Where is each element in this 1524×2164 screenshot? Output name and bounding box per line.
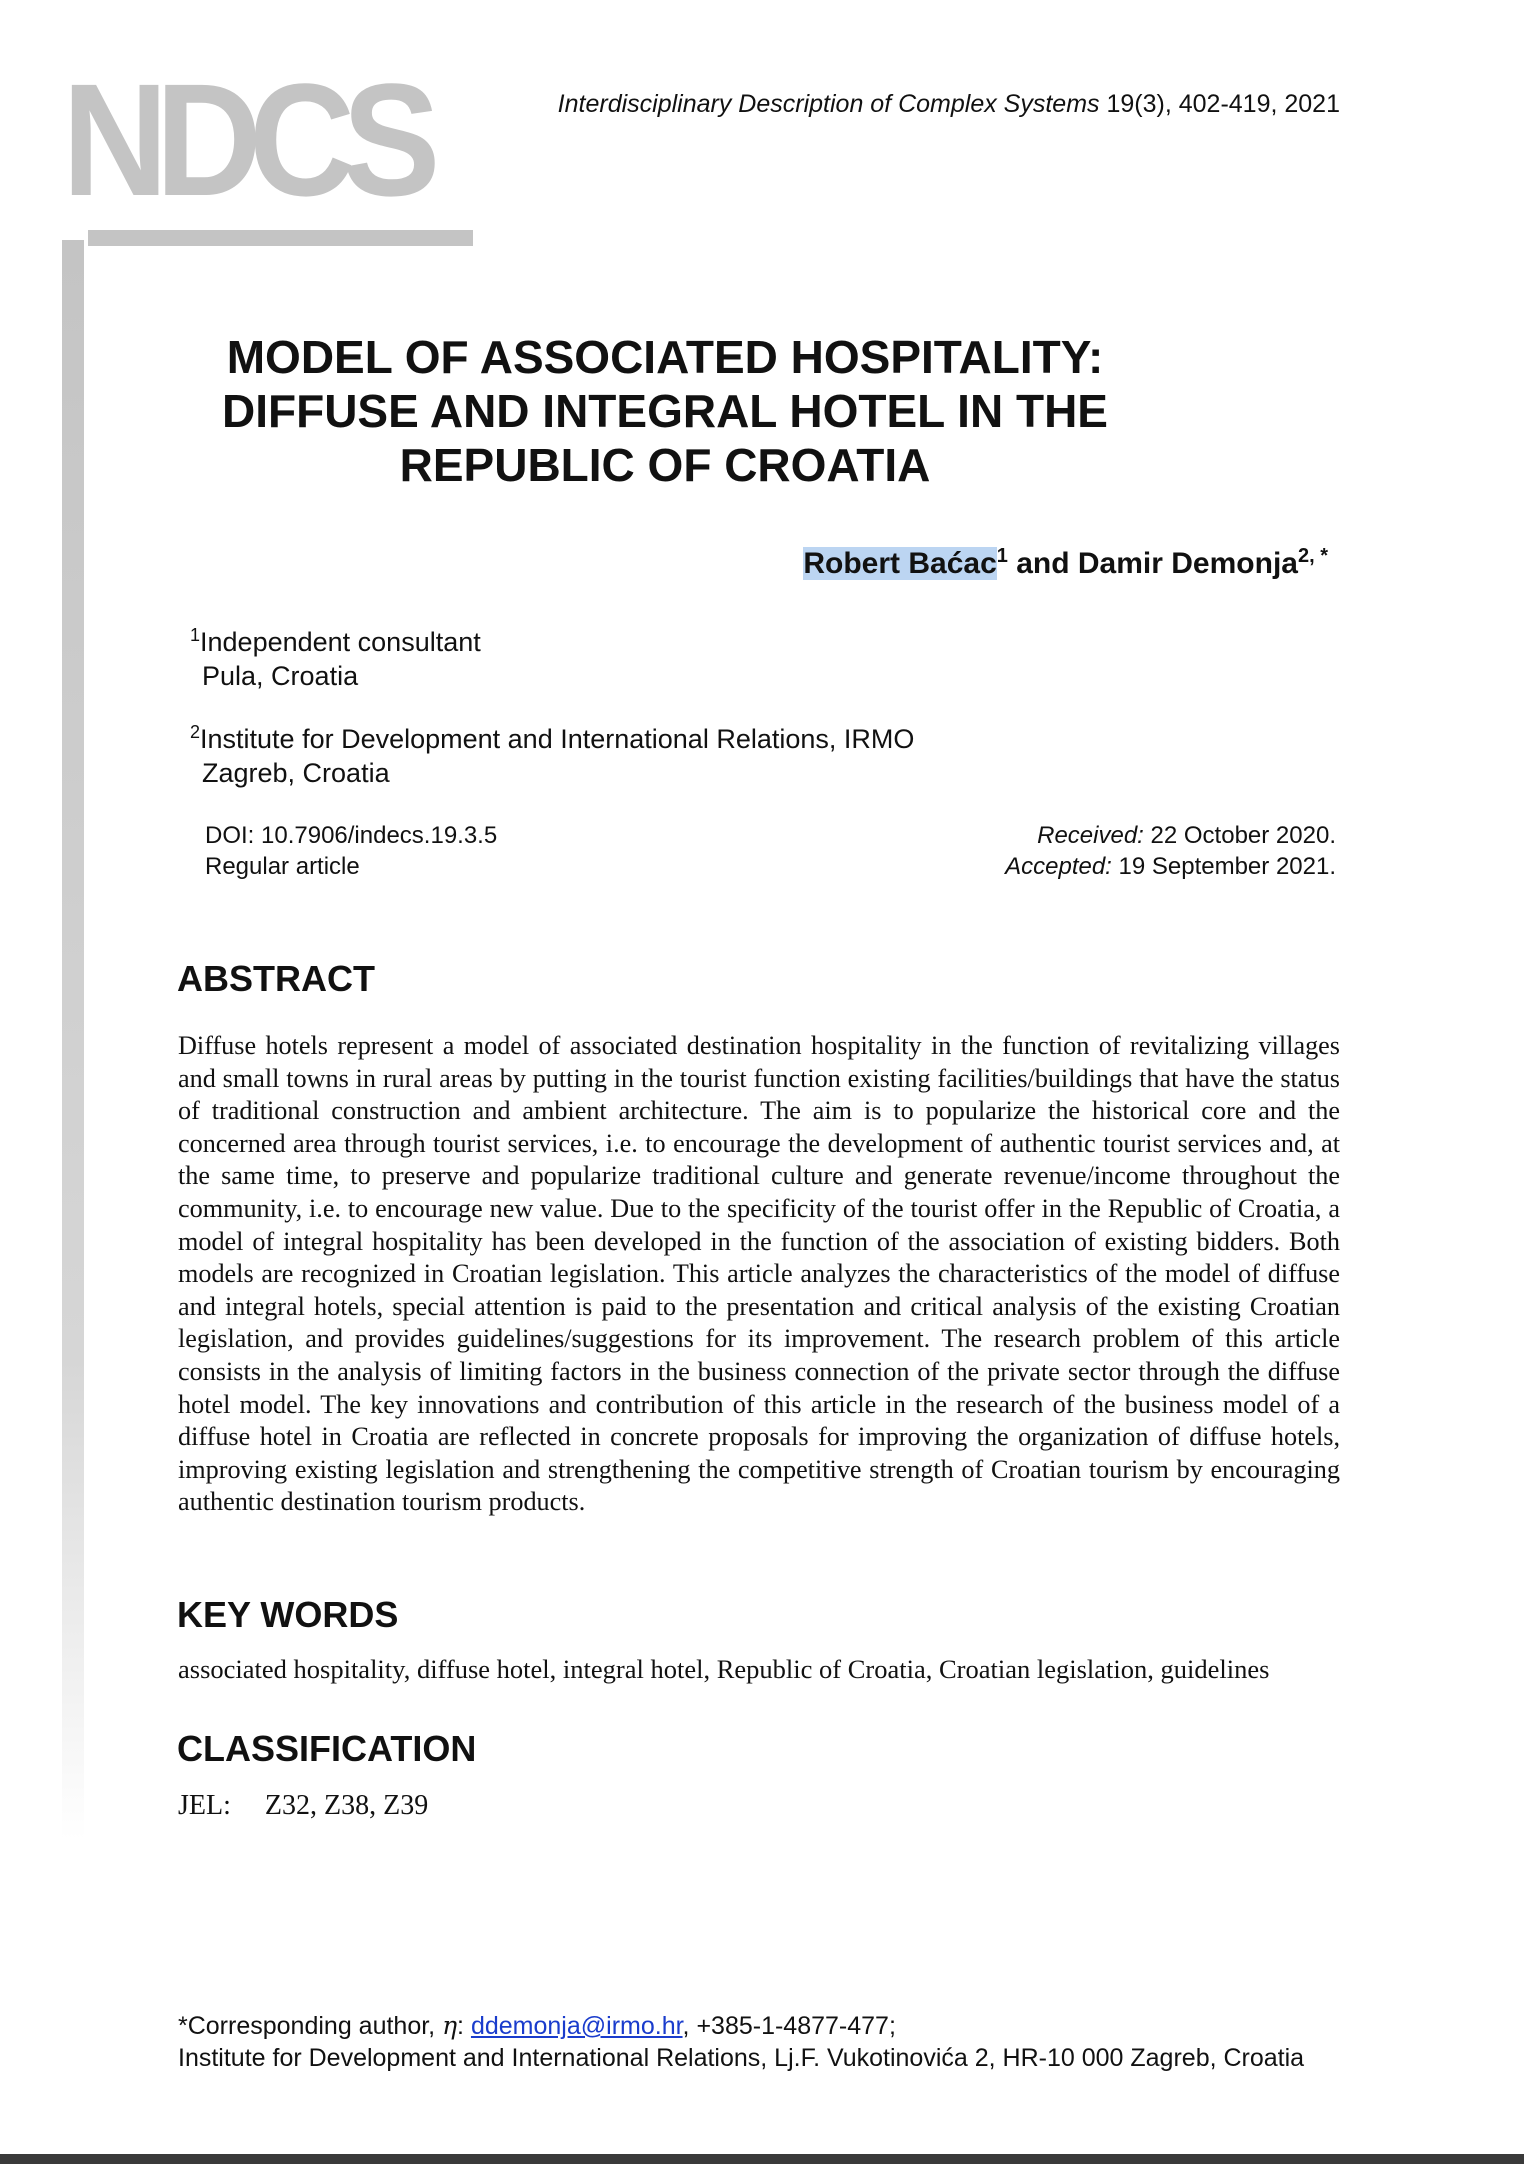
doi: DOI: 10.7906/indecs.19.3.5	[205, 822, 498, 849]
logo-vertical-bar	[62, 240, 84, 1840]
accepted-label: Accepted:	[1005, 853, 1112, 880]
author-2-sup: 2, *	[1297, 545, 1328, 567]
title-line-1: MODEL OF ASSOCIATED HOSPITALITY:	[226, 331, 1104, 383]
affiliation-1-line-1: Independent consultant	[200, 627, 481, 657]
footnote-prefix: *Corresponding author,	[178, 2012, 443, 2040]
logo-horizontal-bar	[88, 230, 473, 246]
bottom-edge-bar	[0, 2154, 1524, 2164]
paper-title	[200, 330, 1130, 492]
affiliation-1	[190, 618, 481, 693]
keywords-heading: KEY WORDS	[177, 1594, 399, 1635]
abstract-text: Diffuse hotels represent a model of associated destination hospitality in the function of revitalizing villages and small towns in rural areas by putting in the tourist function existing facilities/buildings that have the status of traditional construction and ambient architecture. The aim is to popularize the historical core and the concerned area through tourist services, i.e. to encourage the development of authentic tourist services and, at the same time, to preserve and popularize traditional culture and generate revenue/income throughout the community, i.e. to encourage new value. Due to the specificity of the tourist offer in the Republic of Croatia, a model of integral hospitality has been developed in the function of the association of existing bidders. Both models are recognized in Croatian legislation. This article analyzes the characteristics of the model of diffuse and integral hotels, special attention is paid to the presentation and critical analysis of the existing Croatian legislation, and provides guidelines/suggestions for its improvement. The research problem of this article consists in the analysis of limiting factors in the business connection of the private sector through the diffuse hotel model. The key innovations and contribution of this article in the research of the business model of a diffuse hotel in Croatia are reflected in concrete proposals for improving the organization of diffuse hotels, improving existing legislation and strengthening the competitive strength of Croatian tourism by encouraging authentic destination tourism products.	[178, 1031, 1340, 1517]
affiliation-2-sup: 2	[190, 722, 201, 742]
journal-citation: 19(3), 402-419, 2021	[1106, 90, 1340, 118]
footnote-address: Institute for Development and International Relations, Lj.F. Vukotinovića 2, HR-10 000 Zagreb, Croatia	[178, 2044, 1305, 2072]
eta-symbol: η	[442, 2011, 458, 2040]
author-2-name: and Damir Demonja	[1007, 547, 1298, 580]
accepted-date: 19 September 2021.	[1111, 853, 1336, 880]
received-label: Received:	[1037, 822, 1144, 849]
article-meta-right	[1005, 820, 1336, 882]
received-date: 22 October 2020.	[1143, 822, 1336, 849]
affiliation-2-line-2: Zagreb, Croatia	[202, 758, 390, 788]
affiliation-1-line-2: Pula, Croatia	[202, 661, 359, 691]
classification-heading: CLASSIFICATION	[177, 1728, 477, 1769]
author-1-name-selected[interactable]: Robert Baćac	[803, 547, 997, 580]
journal-logo: NDCS	[62, 50, 428, 229]
affiliation-2	[190, 715, 914, 790]
affiliation-2-line-1: Institute for Development and International Relations, IRMO	[200, 724, 915, 754]
title-line-2: DIFFUSE AND INTEGRAL HOTEL IN THE	[222, 385, 1108, 437]
authors-line	[803, 545, 1328, 581]
title-line-3: REPUBLIC OF CROATIA	[399, 439, 931, 491]
jel-classification	[178, 1790, 428, 1822]
jel-label: JEL:	[178, 1790, 231, 1821]
corresponding-author-footnote	[178, 2010, 1304, 2074]
journal-header	[558, 90, 1340, 119]
journal-name: Interdisciplinary Description of Complex Systems	[557, 90, 1100, 118]
affiliation-1-sup: 1	[190, 625, 201, 645]
email-link[interactable]: ddemonja@irmo.hr	[470, 2012, 683, 2040]
jel-codes: Z32, Z38, Z39	[264, 1790, 429, 1821]
keywords-text: associated hospitality, diffuse hotel, integral hotel, Republic of Croatia, Croatian legislation, guidelines	[178, 1654, 1270, 1684]
article-meta-left	[205, 820, 497, 882]
abstract-heading: ABSTRACT	[177, 958, 375, 999]
author-1-sup: 1	[996, 545, 1008, 567]
article-type: Regular article	[205, 853, 360, 880]
footnote-colon: :	[457, 2012, 471, 2040]
phone: , +385-1-4877-477;	[682, 2012, 896, 2040]
